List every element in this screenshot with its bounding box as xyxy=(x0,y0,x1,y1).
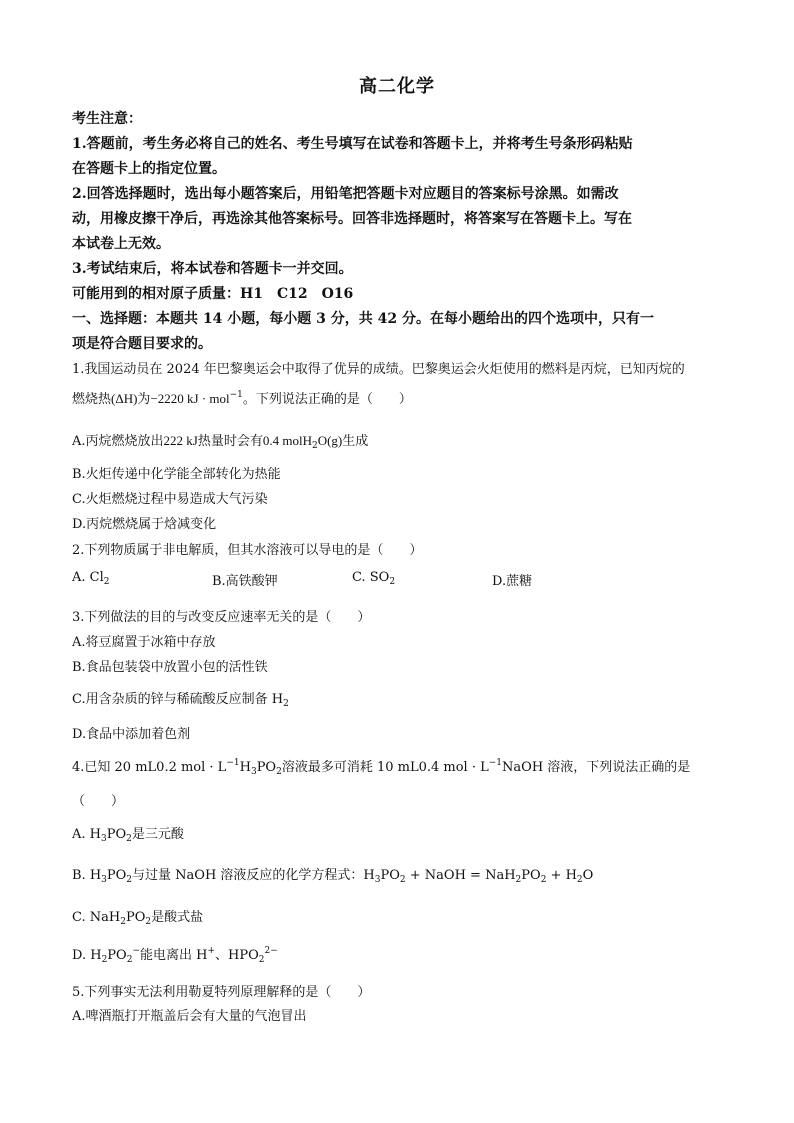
notice-item-1b: 在答题卡上的指定位置。 xyxy=(72,161,226,177)
q4-option-b: B. $H_3PO_2$与过量 NaOH 溶液反应的化学方程式：$H_3PO_2$ + NaOH = $NaH_2PO_2 + H_2O$ xyxy=(72,868,594,885)
q1-option-d: D.丙烷燃烧属于焓减变化 xyxy=(72,517,217,532)
q1-option-b: B.火炬传递中化学能全部转化为热能 xyxy=(72,467,281,482)
q4-answer-paren: （ ） xyxy=(72,794,125,809)
q3-option-c: C.用含杂质的锌与稀硫酸反应制备 $H_2$ xyxy=(72,692,289,709)
notice-item-1a: 1.答题前，考生务必将自己的姓名、考生号填写在试卷和答题卡上，并将考生号条形码粘贴 xyxy=(72,136,633,152)
q3-option-d: D.食品中添加着色剂 xyxy=(72,727,191,742)
q1-option-c: C.火炬燃烧过程中易造成大气污染 xyxy=(72,492,268,507)
q3-option-a: A.将豆腐置于冰箱中存放 xyxy=(72,635,216,650)
q4-option-d: D. $H_2PO_2^-$能电离出 H+、$HPO_2^{2-}$ xyxy=(72,946,278,965)
q4-option-c: C. $NaH_2PO_2$是酸式盐 xyxy=(72,910,204,927)
page-title: 高二化学 xyxy=(359,76,435,97)
q2-stem: 2.下列物质属于非电解质，但其水溶液可以导电的是（ ） xyxy=(72,543,423,558)
notice-item-2c: 本试卷上无效。 xyxy=(72,236,170,252)
section-heading-line2: 项是符合题目要求的。 xyxy=(72,336,212,352)
q5-option-a: A.啤酒瓶打开瓶盖后会有大量的气泡冒出 xyxy=(72,1009,307,1024)
notice-item-3: 3.考试结束后，将本试卷和答题卡一并交回。 xyxy=(72,261,353,277)
q5-stem: 5.下列事实无法利用勒夏特列原理解释的是（ ） xyxy=(72,985,371,1000)
section-heading-line1: 一、选择题：本题共 14 小题，每小题 3 分，共 42 分。在每小题给出的四个选项中，只有一 xyxy=(72,311,654,327)
q1-stem-line2: 燃烧热(ΔH)为−2220 kJ · mol$^{-1}$。下列说法正确的是（ ） xyxy=(72,390,412,407)
q3-option-b: B.食品包装袋中放置小包的活性铁 xyxy=(72,660,268,675)
q2-option-b: B.高铁酸钾 xyxy=(212,574,278,589)
q4-option-a: A. $H_3PO_2$是三元酸 xyxy=(72,827,184,844)
notice-item-2b: 动，用橡皮擦干净后，再选涂其他答案标号。回答非选择题时，将答案写在答题卡上。写在 xyxy=(72,211,632,227)
q4-stem: 4.已知 20 mL0.2 mol · $L^{-1}H_3PO_2$溶液最多可消耗 10 mL0.4 mol · $L^{-1}NaOH$ 溶液，下列说法正确的是 xyxy=(72,758,691,777)
q2-option-c: C. $SO_2$ xyxy=(352,570,396,587)
q1-stem-line1: 1.我国运动员在 2024 年巴黎奥运会中取得了优异的成绩。巴黎奥运会火炬使用的燃料是丙烷，已知丙烷的 xyxy=(72,362,685,377)
notice-item-2a: 2.回答选择题时，选出每小题答案后，用铅笔把答题卡对应题目的答案标号涂黑。如需改 xyxy=(72,186,619,202)
q3-stem: 3.下列做法的目的与改变反应速率无关的是（ ） xyxy=(72,610,371,625)
q1-option-a: A.丙烷燃烧放出222 kJ热量时会有0.4 molH$_2$O(g)生成 xyxy=(72,433,369,451)
q2-option-a: A. $Cl_2$ xyxy=(72,570,110,587)
q2-option-d: D.蔗糖 xyxy=(492,574,533,589)
notice-heading: 考生注意： xyxy=(72,111,142,127)
atomic-mass-note: 可能用到的相对原子质量：H1 C12 O16 xyxy=(72,286,354,302)
